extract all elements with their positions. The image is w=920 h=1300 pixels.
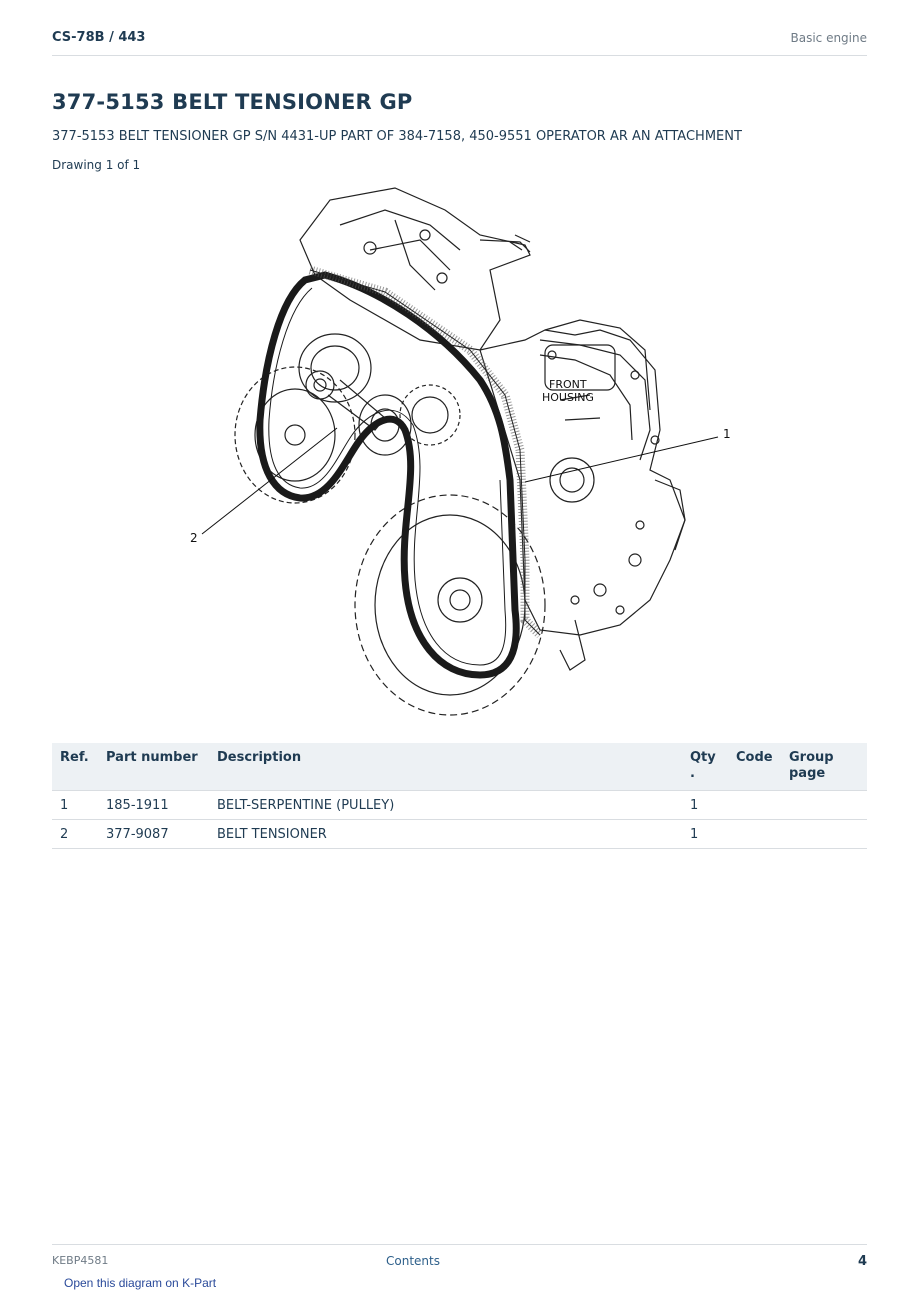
header-qty-line1: Qty [690, 750, 716, 765]
row-group-page [781, 791, 867, 820]
open-kpart-link[interactable]: Open this diagram on K-Part [64, 1276, 217, 1290]
header-description: Description [209, 743, 682, 791]
page-subtitle: 377-5153 BELT TENSIONER GP S/N 4431-UP PART OF 384-7158, 450-9551 OPERATOR AR AN ATTACHMENT [52, 129, 742, 144]
model-breadcrumb: CS-78B / 443 [52, 30, 146, 45]
row-part-number: 185-1911 [98, 791, 209, 820]
header-ref: Ref. [52, 743, 98, 791]
table-row [52, 820, 867, 849]
section-label: Basic engine [790, 31, 867, 45]
front-label-text: FRONT [549, 378, 587, 391]
header-group-page [781, 743, 867, 791]
row-description: BELT TENSIONER [209, 820, 682, 849]
table-header-row [52, 743, 867, 791]
header-part-number: Part number [98, 743, 209, 791]
row-group-page [781, 820, 867, 849]
housing-label-text: HOUSING [542, 391, 594, 404]
header-group-line2: page [789, 766, 826, 781]
page-footer [52, 1244, 867, 1274]
page-number: 4 [857, 1254, 867, 1269]
document-id: KEBP4581 [52, 1254, 109, 1267]
parts-table [52, 743, 867, 849]
drawing-counter: Drawing 1 of 1 [52, 158, 141, 172]
callout-2-number: 2 [190, 531, 198, 545]
row-qty: 1 [682, 820, 728, 849]
row-code [728, 791, 781, 820]
row-part-number: 377-9087 [98, 820, 209, 849]
header-qty [682, 743, 728, 791]
row-description: BELT-SERPENTINE (PULLEY) [209, 791, 682, 820]
callout-1-number: 1 [723, 427, 731, 441]
serpentine-belt [260, 275, 516, 675]
tensioner-pulley [299, 334, 371, 402]
page-header [52, 28, 867, 56]
row-code [728, 820, 781, 849]
row-qty: 1 [682, 791, 728, 820]
page-title: 377-5153 BELT TENSIONER GP [52, 90, 413, 114]
header-qty-line2: . [690, 766, 695, 781]
parts-diagram [180, 180, 740, 725]
table-row [52, 791, 867, 820]
callout-1-leader [525, 437, 718, 482]
row-ref: 2 [52, 820, 98, 849]
contents-link[interactable]: Contents [386, 1254, 440, 1268]
alternator-bracket [300, 188, 530, 350]
engine-drawing [180, 180, 740, 725]
header-code: Code [728, 743, 781, 791]
row-ref: 1 [52, 791, 98, 820]
header-group-line1: Group [789, 750, 834, 765]
